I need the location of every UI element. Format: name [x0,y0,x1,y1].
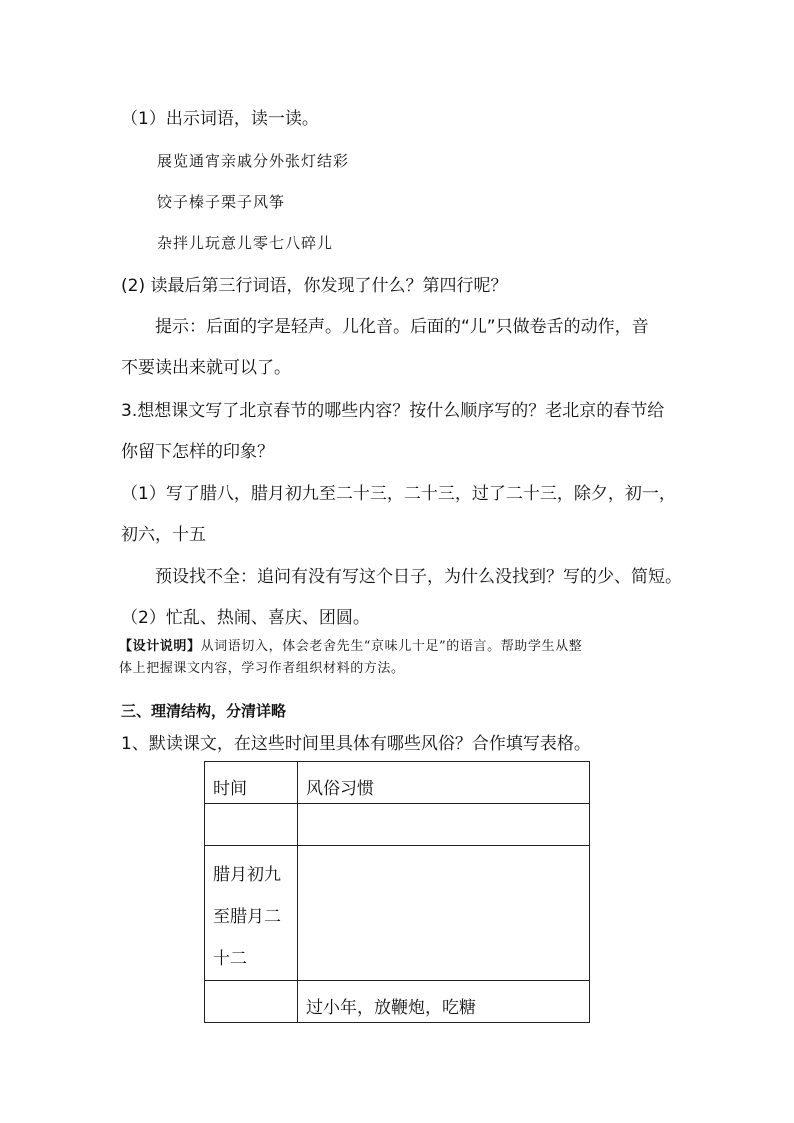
design-note-line-2: 体上把握课文内容，学习作者组织材料的方法。 [119,661,405,676]
section-3-heading: 三、理清结构，分清详略 [121,702,287,720]
table-cell-custom[interactable] [298,804,590,846]
table-row [205,846,590,981]
hint-line-1: 提示：后面的字是轻声。儿化音。后面的“儿”只做卷舌的动作，音 [155,317,649,337]
question-3-line-1: 3.想想课文写了北京春节的哪些内容？按什么顺序写的？老北京的春节给 [121,401,665,421]
table-header-time: 时间 [205,762,298,804]
question-2: (2) 读最后第三行词语，你发现了什么？第四行呢？ [121,276,508,296]
table-cell-time: 腊月初九至腊月二十二 [205,846,298,981]
table-cell-custom[interactable] [298,846,590,981]
customs-table [204,761,590,1023]
answer-1-line-1: （1）写了腊八，腊月初九至二十三，二十三，过了二十三，除夕，初一， [121,484,676,504]
table-row [205,804,590,846]
vocab-instruction: （1）出示词语，读一读。 [121,109,319,129]
answer-1-line-2: 初六，十五 [121,525,206,545]
question-3-line-2: 你留下怎样的印象？ [121,442,274,462]
table-header-custom: 风俗习惯 [298,762,590,804]
vocab-row-2: 饺子榛子栗子风筝 [157,193,286,211]
answer-2: （2）忙乱、热闹、喜庆、团圆。 [121,608,370,628]
table-row [205,981,590,1023]
vocab-row-3: 杂拌儿玩意儿零七八碎儿 [157,234,334,252]
table-cell-time[interactable] [205,804,298,846]
design-note-label: 【设计说明】 [119,639,201,654]
table-header-row [205,762,590,804]
design-note-text: 从词语切入，体会老舍先生“京味儿十足”的语言。帮助学生从整 [200,639,583,654]
preset-note: 预设找不全：追问有没有写这个日子，为什么没找到？写的少、简短。 [155,567,682,587]
table-cell-custom: 过小年，放鞭炮，吃糖 [298,981,590,1023]
task-1-instruction: 1、默读课文，在这些时间里具体有哪些风俗？合作填写表格。 [121,734,591,754]
vocab-row-1: 展览通宵亲戚分外张灯结彩 [157,152,350,170]
hint-line-2: 不要读出来就可以了。 [121,358,291,378]
table-cell-time[interactable] [205,981,298,1023]
design-note-line-1 [119,638,582,656]
